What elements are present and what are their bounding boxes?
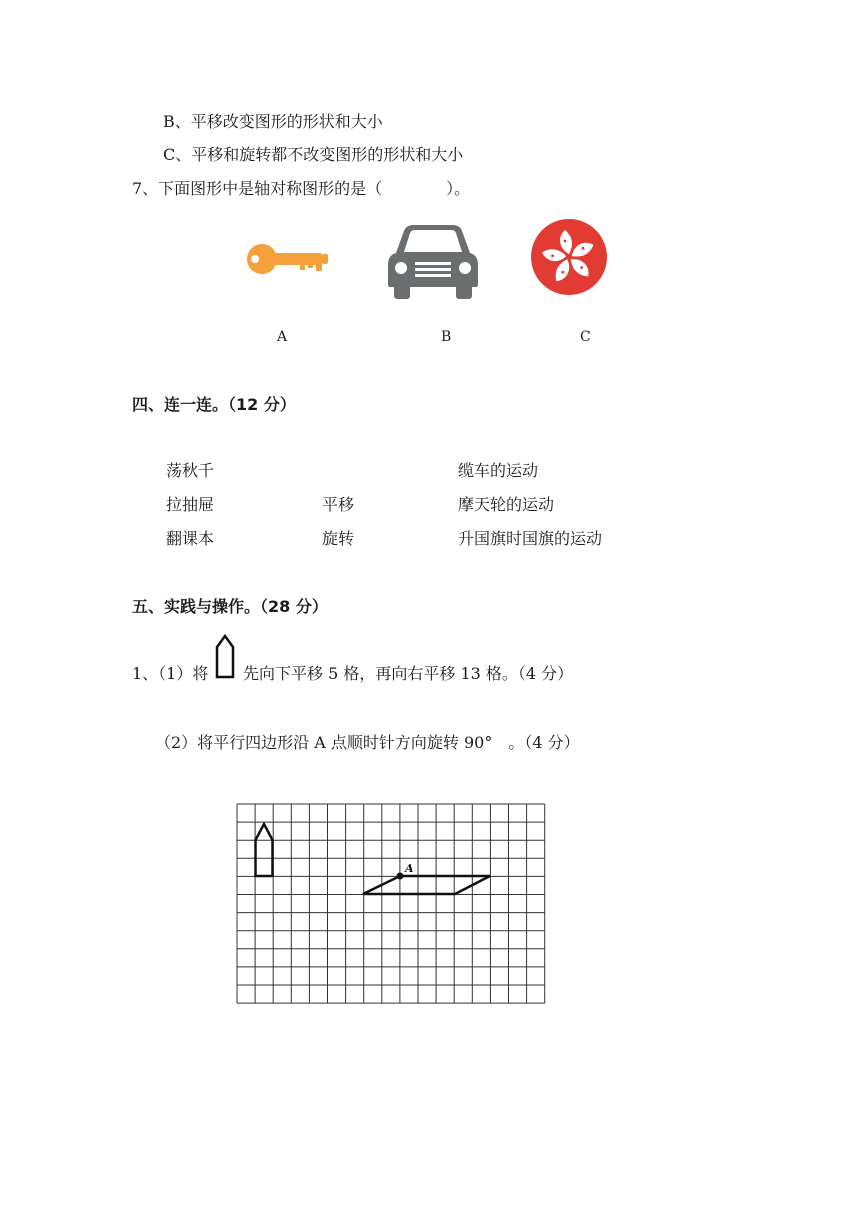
choice-b-label: B [441, 329, 452, 345]
q6-option-b: B、平移改变图形的形状和大小 [163, 112, 383, 131]
hong-kong-bauhinia-flag-icon [530, 218, 608, 296]
q1-suffix: 先向下平移 5 格，再向右平移 13 格。（4 分） [243, 664, 574, 683]
choice-c-label: C [580, 329, 591, 345]
q6-option-c: C、平移和旋转都不改变图形的形状和大小 [163, 145, 464, 164]
choice-a-label: A [277, 329, 288, 345]
match-middle-2: 旋转 [322, 529, 355, 548]
match-right-1: 缆车的运动 [458, 461, 539, 480]
square-grid [236, 803, 548, 1006]
section5-title: 五、实践与操作。（28 分） [132, 597, 328, 616]
q1-prefix: 1、（1）将 [132, 664, 209, 683]
key-icon [242, 238, 330, 280]
point-a [397, 873, 404, 880]
grid-lines [237, 804, 545, 1003]
match-right-2: 摩天轮的运动 [458, 495, 555, 514]
match-left-1: 荡秋千 [166, 461, 215, 480]
boat-shape-on-grid [256, 824, 273, 876]
q2-text: （2）将平行四边形沿 A 点顺时针方向旋转 90° 。（4 分） [155, 733, 580, 752]
match-left-3: 翻课本 [166, 529, 215, 548]
point-a-label: A [405, 862, 414, 875]
match-right-3: 升国旗时国旗的运动 [458, 529, 603, 548]
car-icon [388, 225, 478, 300]
q7-stem: 7、下面图形中是轴对称图形的是（ ）。 [132, 179, 471, 198]
section4-title: 四、连一连。（12 分） [132, 395, 296, 414]
match-middle-1: 平移 [322, 495, 355, 514]
boat-shape-icon [214, 633, 236, 679]
match-left-2: 拉抽屉 [166, 495, 215, 514]
